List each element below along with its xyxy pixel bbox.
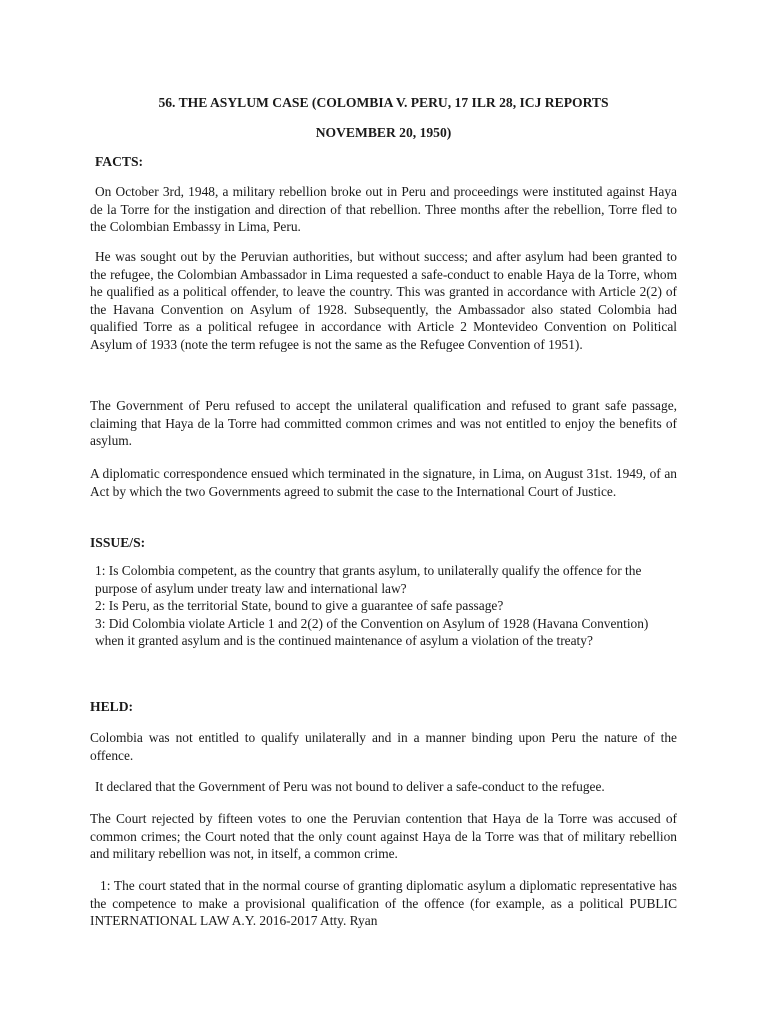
facts-paragraph: The Government of Peru refused to accept the unilateral qualification and refused to grant safe passage, claiming that Haya de la Torre had committed common crimes and was not entitled to enjoy the benefits of asylum. bbox=[90, 398, 677, 448]
held-paragraph: Colombia was not entitled to qualify unilaterally and in a manner binding upon Peru the nature of the offence. bbox=[90, 730, 677, 763]
held-paragraph: It declared that the Government of Peru was not bound to deliver a safe-conduct to the refugee. bbox=[95, 779, 605, 794]
held-paragraph: 1: The court stated that in the normal course of granting diplomatic asylum a diplomatic representative has the competence to make a provisional qualification of the offence (for example, as a political PUBLIC INTERNATIONAL LAW A.Y. 2016-2017 Atty. Ryan bbox=[90, 878, 677, 928]
issues-list bbox=[90, 562, 677, 650]
facts-paragraph: A diplomatic correspondence ensued which terminated in the signature, in Lima, on August 31st. 1949, of an Act by which the two Governments agreed to submit the case to the International Court of Justice. bbox=[90, 466, 677, 499]
document-page bbox=[90, 0, 677, 1024]
facts-paragraph: On October 3rd, 1948, a military rebellion broke out in Peru and proceedings were instituted against Haya de la Torre for the instigation and direction of that rebellion. Three months after the rebellion, Torre fled to the Colombian Embassy in Lima, Peru. bbox=[90, 184, 677, 234]
issues-heading: ISSUE/S: bbox=[90, 535, 146, 550]
held-heading: HELD: bbox=[90, 699, 134, 714]
facts-heading: FACTS: bbox=[95, 154, 144, 169]
issue-item: 3: Did Colombia violate Article 1 and 2(2) of the Convention on Asylum of 1928 (Havana Convention) when it granted asylum and is the continued maintenance of asylum a violation of the treaty? bbox=[95, 615, 649, 648]
issue-item: 2: Is Peru, as the territorial State, bound to give a guarantee of safe passage? bbox=[95, 598, 504, 613]
case-title-line-1: 56. THE ASYLUM CASE (COLOMBIA V. PERU, 17 ILR 28, ICJ REPORTS bbox=[158, 95, 609, 110]
held-paragraph: The Court rejected by fifteen votes to one the Peruvian contention that Haya de la Torre was accused of common crimes; the Court noted that the only count against Haya de la Torre was that of military rebellion and military rebellion was not, in itself, a common crime. bbox=[90, 811, 677, 861]
facts-paragraph: He was sought out by the Peruvian authorities, but without success; and after asylum had been granted to the refugee, the Colombian Ambassador in Lima requested a safe-conduct to enable Haya de la Torre, whom he qualified as a political offender, to leave the country. This was granted in accordance with Article 2(2) of the Havana Convention on Asylum of 1928. Subsequently, the Ambassador also stated Colombia had qualified Torre as a political refugee in accordance with Article 2 Montevideo Convention on Political Asylum of 1933 (note the term refugee is not the same as the Refugee Convention of 1951). bbox=[90, 249, 677, 352]
issue-item: 1: Is Colombia competent, as the country that grants asylum, to unilaterally qualify the offence for the purpose of asylum under treaty law and international law? bbox=[95, 563, 642, 596]
case-title-line-2: NOVEMBER 20, 1950) bbox=[315, 125, 452, 140]
